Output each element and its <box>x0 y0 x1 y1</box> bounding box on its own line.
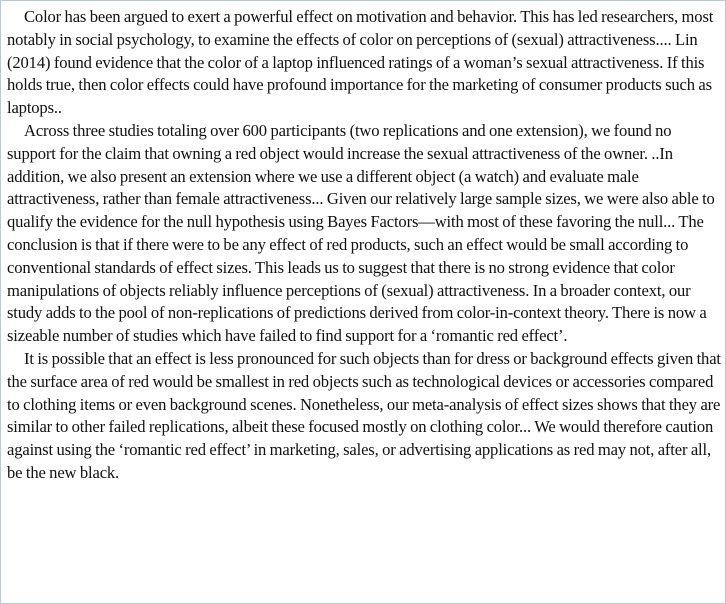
paragraph-1: Color has been argued to exert a powerful effect on motivation and behavior. This has led researchers, most notably in social psychology, to examine the effects of color on perceptions of (sexual) attractiveness.... Lin (2014) found evidence that the color of a laptop influenced ratings of a woman’s sexual attractiveness. If this holds true, then color effects could have profound importance for the marketing of consumer products such as laptops.. <box>7 7 714 118</box>
paragraph-3: It is possible that an effect is less pronounced for such objects than for dress or background effects given that the surface area of red would be smallest in red objects such as technological devices or accessories compared to clothing items or even background scenes. Nonetheless, our meta-analysis of effect sizes shows that they are similar to other failed replications, albeit these focused mostly on clothing color... We would therefore caution against using the ‘romantic red effect’ in marketing, sales, or advertising applications as red may not, after all, be the new black. <box>7 348 721 482</box>
document-body <box>7 6 723 485</box>
paragraph-2: Across three studies totaling over 600 participants (two replications and one extension), we found no support for the claim that owning a red object would increase the sexual attractiveness of the owner. ..In addition, we also present an extension where we use a different object (a watch) and evaluate male attractiveness, rather than female attractiveness... Given our relatively large sample sizes, we were also able to qualify the evidence for the null hypothesis using Bayes Factors—with most of these favoring the null... The conclusion is that if there were to be any effect of red products, such an effect would be small according to conventional standards of effect sizes. This leads us to suggest that there is no strong evidence that color manipulations of objects reliably influence perceptions of (sexual) attractiveness. In a broader context, our study adds to the pool of non-replications of predictions derived from color-in-context theory. There is now a sizeable number of studies which have failed to find support for a ‘romantic red effect’. <box>7 120 715 346</box>
